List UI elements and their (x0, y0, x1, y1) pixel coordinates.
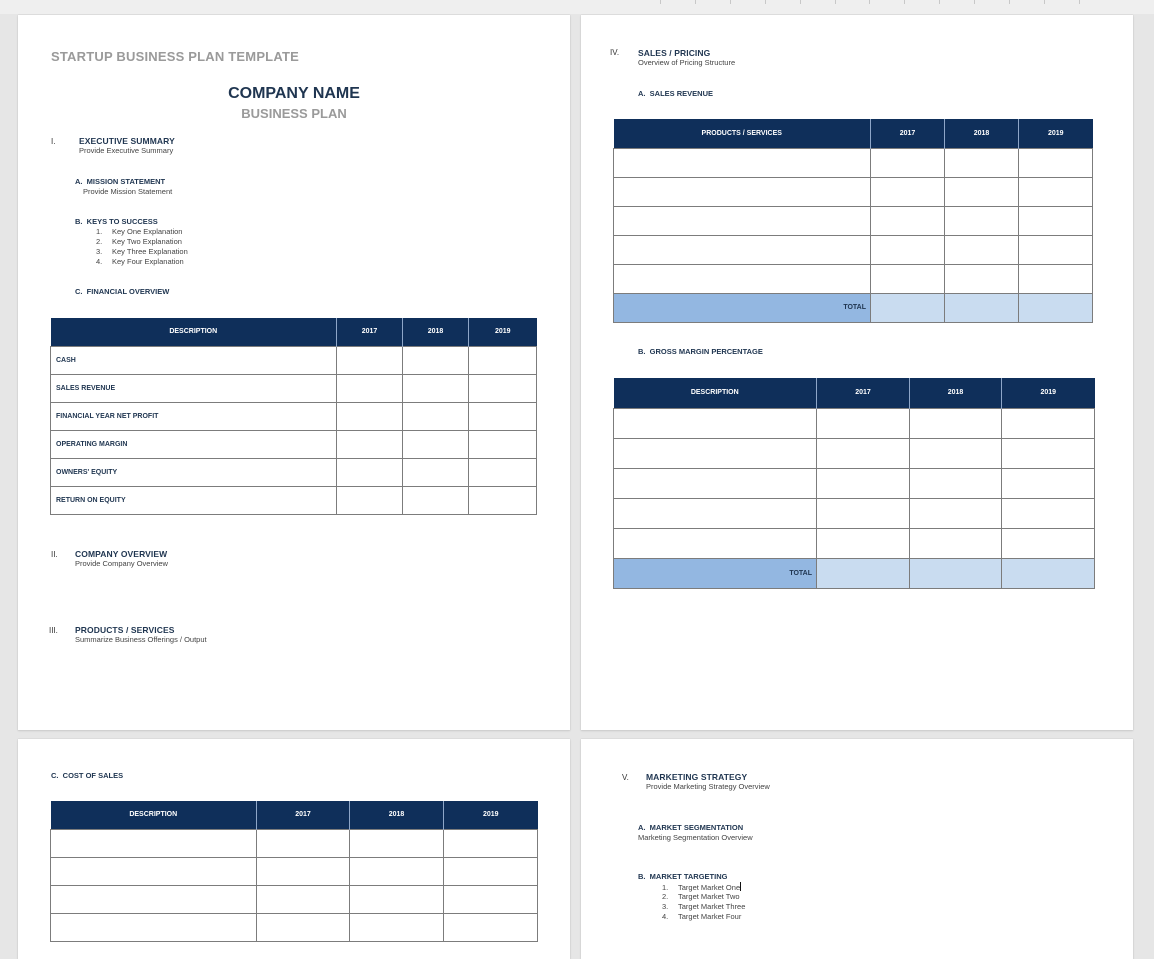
table-row[interactable] (51, 430, 537, 458)
table-row[interactable] (51, 913, 538, 941)
list-item[interactable]: 3. Key Three Explanation (96, 247, 188, 256)
table-cell[interactable] (910, 528, 1002, 558)
table-cell[interactable] (614, 468, 817, 498)
table-row[interactable] (614, 408, 1095, 438)
subsection-title: SALES REVENUE (649, 89, 714, 98)
table-row[interactable] (614, 148, 1093, 177)
section-number: V. (622, 773, 629, 782)
ruler-strip (0, 0, 1154, 14)
table-cell[interactable] (910, 408, 1002, 438)
column-header: DESCRIPTION (51, 801, 257, 829)
total-cell[interactable] (910, 558, 1002, 588)
table-cell[interactable] (614, 264, 871, 293)
table-cell[interactable] (1002, 438, 1095, 468)
subsection-desc[interactable]: Marketing Segmentation Overview (638, 833, 753, 842)
list-item[interactable]: 4. Target Market Four (662, 912, 742, 921)
total-row[interactable] (614, 293, 1093, 322)
table-cell[interactable] (1019, 177, 1093, 206)
subsection-label: C. (75, 287, 83, 296)
table-cell[interactable] (817, 468, 910, 498)
table-cell[interactable] (1002, 498, 1095, 528)
table-cell[interactable] (51, 857, 257, 885)
table-cell[interactable] (614, 206, 871, 235)
table-cell[interactable] (614, 528, 817, 558)
table-cell[interactable] (469, 402, 537, 430)
total-cell[interactable] (871, 293, 945, 322)
subsection-label: A. (638, 89, 646, 98)
table-cell[interactable] (871, 264, 945, 293)
column-header: 2018 (910, 378, 1002, 408)
section-number: III. (49, 626, 58, 635)
company-name[interactable]: COMPANY NAME (228, 85, 360, 102)
section-desc[interactable]: Provide Company Overview (75, 559, 168, 568)
table-cell[interactable] (350, 885, 444, 913)
table-header-row (614, 119, 1093, 148)
table-row[interactable] (51, 486, 537, 514)
sales-revenue-table[interactable] (613, 119, 1093, 323)
subsection-title: FINANCIAL OVERVIEW (86, 287, 170, 296)
table-cell[interactable] (1002, 408, 1095, 438)
table-cell[interactable] (257, 857, 350, 885)
table-cell[interactable] (403, 486, 469, 514)
table-cell[interactable] (817, 408, 910, 438)
subsection-financial-overview[interactable] (75, 287, 169, 296)
table-cell[interactable] (350, 913, 444, 941)
table-row[interactable] (614, 264, 1093, 293)
table-cell[interactable] (469, 374, 537, 402)
table-cell[interactable] (910, 438, 1002, 468)
table-cell[interactable] (945, 148, 1019, 177)
table-cell[interactable] (257, 829, 350, 857)
table-cell[interactable] (51, 885, 257, 913)
gross-margin-table[interactable] (613, 378, 1095, 589)
subsection-title: MARKET SEGMENTATION (649, 823, 744, 832)
cost-of-sales-table[interactable] (50, 801, 538, 942)
column-header: 2019 (1002, 378, 1095, 408)
table-cell[interactable] (871, 177, 945, 206)
table-cell[interactable] (403, 430, 469, 458)
subsection-cost-of-sales[interactable] (51, 771, 123, 780)
table-cell[interactable] (403, 458, 469, 486)
subsection-title: KEYS TO SUCCESS (86, 217, 158, 226)
page-2[interactable] (581, 15, 1133, 730)
table-row[interactable] (614, 468, 1095, 498)
table-cell[interactable] (945, 177, 1019, 206)
table-cell[interactable] (444, 885, 538, 913)
page-3[interactable] (18, 739, 570, 959)
table-cell[interactable] (403, 346, 469, 374)
row-label[interactable]: SALES REVENUE (51, 374, 337, 402)
column-header: 2019 (1019, 119, 1093, 148)
column-header: 2017 (257, 801, 350, 829)
table-cell[interactable] (910, 498, 1002, 528)
list-item[interactable]: 2. Target Market Two (662, 892, 740, 901)
table-cell[interactable] (614, 235, 871, 264)
subsection-keys-to-success[interactable] (75, 217, 158, 226)
table-header-row (51, 318, 537, 346)
table-cell[interactable] (403, 374, 469, 402)
column-header: DESCRIPTION (614, 378, 817, 408)
section-desc[interactable]: Provide Marketing Strategy Overview (646, 782, 770, 791)
table-cell[interactable] (444, 857, 538, 885)
ruler-ticks (660, 0, 1080, 5)
table-row[interactable] (614, 528, 1095, 558)
table-cell[interactable] (871, 235, 945, 264)
table-row[interactable] (51, 885, 538, 913)
total-label: TOTAL (614, 558, 817, 588)
subsection-desc[interactable]: Provide Mission Statement (83, 187, 173, 196)
section-number: IV. (610, 48, 620, 57)
section-desc[interactable]: Provide Executive Summary (79, 146, 174, 155)
column-header: 2017 (817, 378, 910, 408)
column-header: PRODUCTS / SERVICES (614, 119, 871, 148)
column-header: 2018 (350, 801, 444, 829)
subsection-title: MISSION STATEMENT (86, 177, 166, 186)
plan-title: BUSINESS PLAN (241, 106, 347, 121)
table-cell[interactable] (469, 430, 537, 458)
table-cell[interactable] (1019, 206, 1093, 235)
list-item[interactable]: 1. Key One Explanation (96, 227, 183, 236)
row-label[interactable]: RETURN ON EQUITY (51, 486, 337, 514)
subsection-label: B. (75, 217, 83, 226)
column-header: 2018 (403, 318, 469, 346)
table-cell[interactable] (1019, 235, 1093, 264)
table-cell[interactable] (817, 498, 910, 528)
table-row[interactable] (51, 829, 538, 857)
table-row[interactable] (51, 402, 537, 430)
table-cell[interactable] (337, 374, 403, 402)
table-row[interactable] (51, 458, 537, 486)
table-cell[interactable] (945, 235, 1019, 264)
section-desc[interactable]: Overview of Pricing Structure (638, 58, 736, 67)
table-cell[interactable] (910, 468, 1002, 498)
table-cell[interactable] (817, 438, 910, 468)
subsection-gross-margin-percentage[interactable] (638, 347, 763, 356)
table-cell[interactable] (871, 206, 945, 235)
table-row[interactable] (614, 177, 1093, 206)
table-cell[interactable] (51, 829, 257, 857)
table-cell[interactable] (469, 346, 537, 374)
subsection-sales-revenue[interactable] (638, 89, 713, 98)
table-cell[interactable] (614, 438, 817, 468)
column-header: 2019 (444, 801, 538, 829)
table-cell[interactable] (614, 177, 871, 206)
section-number: I. (51, 137, 56, 146)
table-row[interactable] (614, 206, 1093, 235)
section-number: II. (51, 550, 58, 559)
table-cell[interactable] (469, 458, 537, 486)
table-cell[interactable] (469, 486, 537, 514)
subsection-title: COST OF SALES (62, 771, 124, 780)
list-item[interactable]: 1. Target Market One (662, 883, 741, 892)
table-cell[interactable] (403, 402, 469, 430)
table-cell[interactable] (614, 408, 817, 438)
column-header: 2017 (337, 318, 403, 346)
row-label[interactable]: CASH (51, 346, 337, 374)
subsection-market-targeting[interactable] (638, 872, 727, 881)
financial-overview-table[interactable] (50, 318, 537, 515)
table-cell[interactable] (1002, 468, 1095, 498)
table-cell[interactable] (945, 206, 1019, 235)
table-cell[interactable] (257, 913, 350, 941)
table-row[interactable] (51, 346, 537, 374)
subsection-title: GROSS MARGIN PERCENTAGE (649, 347, 763, 356)
table-header-row (51, 801, 538, 829)
subsection-label: C. (51, 771, 59, 780)
section-title-executive-summary[interactable]: EXECUTIVE SUMMARY (79, 136, 175, 146)
table-cell[interactable] (337, 458, 403, 486)
table-row[interactable] (51, 374, 537, 402)
document-label: STARTUP BUSINESS PLAN TEMPLATE (51, 49, 299, 64)
table-cell[interactable] (614, 498, 817, 528)
subsection-label: B. (638, 347, 646, 356)
table-row[interactable] (614, 498, 1095, 528)
table-row[interactable] (614, 438, 1095, 468)
table-cell[interactable] (337, 430, 403, 458)
list-item[interactable]: 3. Target Market Three (662, 902, 746, 911)
total-row[interactable] (614, 558, 1095, 588)
table-cell[interactable] (337, 402, 403, 430)
section-title-marketing-strategy[interactable]: MARKETING STRATEGY (646, 772, 748, 782)
table-row[interactable] (51, 857, 538, 885)
column-header: 2018 (945, 119, 1019, 148)
table-cell[interactable] (337, 346, 403, 374)
subsection-label: A. (638, 823, 646, 832)
table-cell[interactable] (1002, 528, 1095, 558)
table-row[interactable] (614, 235, 1093, 264)
table-cell[interactable] (945, 264, 1019, 293)
subsection-title: MARKET TARGETING (649, 872, 728, 881)
section-desc[interactable]: Summarize Business Offerings / Output (75, 635, 207, 644)
total-label: TOTAL (614, 293, 871, 322)
column-header: 2019 (469, 318, 537, 346)
row-label[interactable]: OWNERS' EQUITY (51, 458, 337, 486)
list-item[interactable]: 4. Key Four Explanation (96, 257, 184, 266)
table-cell[interactable] (337, 486, 403, 514)
table-cell[interactable] (257, 885, 350, 913)
table-header-row (614, 378, 1095, 408)
column-header: 2017 (871, 119, 945, 148)
total-cell[interactable] (1019, 293, 1093, 322)
table-cell[interactable] (350, 829, 444, 857)
column-header: DESCRIPTION (51, 318, 337, 346)
table-cell[interactable] (51, 913, 257, 941)
table-cell[interactable] (350, 857, 444, 885)
total-cell[interactable] (817, 558, 910, 588)
page-1[interactable] (18, 15, 570, 730)
table-cell[interactable] (614, 148, 871, 177)
subsection-mission-statement[interactable] (75, 177, 165, 186)
table-cell[interactable] (444, 913, 538, 941)
text-cursor (740, 882, 741, 891)
section-title-sales-pricing[interactable]: SALES / PRICING (638, 48, 711, 58)
table-cell[interactable] (444, 829, 538, 857)
subsection-label: B. (638, 872, 646, 881)
table-cell[interactable] (817, 528, 910, 558)
row-label[interactable]: FINANCIAL YEAR NET PROFIT (51, 402, 337, 430)
section-title-company-overview[interactable]: COMPANY OVERVIEW (75, 549, 168, 559)
page-4[interactable] (581, 739, 1133, 959)
total-cell[interactable] (945, 293, 1019, 322)
row-label[interactable]: OPERATING MARGIN (51, 430, 337, 458)
total-cell[interactable] (1002, 558, 1095, 588)
section-title-products-services[interactable]: PRODUCTS / SERVICES (75, 625, 175, 635)
table-cell[interactable] (871, 148, 945, 177)
table-cell[interactable] (1019, 148, 1093, 177)
subsection-market-segmentation[interactable] (638, 823, 743, 832)
list-item[interactable]: 2. Key Two Explanation (96, 237, 182, 246)
table-cell[interactable] (1019, 264, 1093, 293)
subsection-label: A. (75, 177, 83, 186)
